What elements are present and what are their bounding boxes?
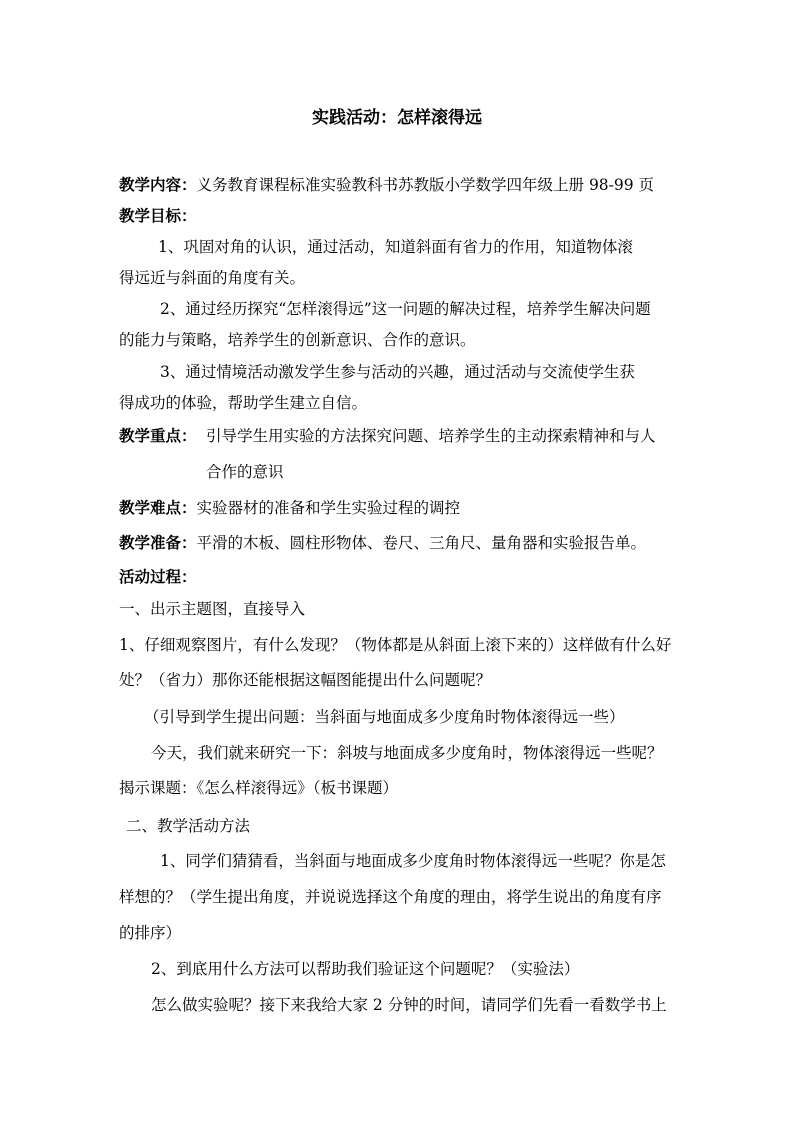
difficulties-text: 实验器材的准备和学生实验过程的调控 bbox=[196, 499, 461, 517]
section-2-para-1-line-b: 样想的？（学生提出角度，并说说选择这个角度的理由，将学生说出的角度有序 bbox=[119, 888, 662, 906]
key-points-line bbox=[119, 425, 197, 447]
teaching-goals-label: 教学目标： bbox=[119, 206, 197, 225]
preparation-label: 教学准备： bbox=[119, 533, 197, 552]
page-title: 实践活动：怎样滚得远 bbox=[312, 108, 482, 128]
teaching-content-label: 教学内容： bbox=[119, 175, 197, 194]
section-2-para-2: 2、到底用什么方法可以帮助我们验证这个问题呢？（实验法） bbox=[151, 960, 580, 978]
teaching-content-line bbox=[119, 174, 654, 196]
difficulties-line bbox=[119, 497, 460, 519]
process-line bbox=[119, 566, 197, 588]
section-1-para-1-line-a: 1、仔细观察图片，有什么发现？（物体都是从斜面上滚下来的）这样做有什么好 bbox=[119, 636, 672, 654]
key-points-text-b: 合作的意识 bbox=[206, 463, 284, 481]
section-1-para-3-line-a: 今天，我们就来研究一下：斜坡与地面成多少度角时，物体滚得远一些呢？ bbox=[151, 744, 663, 762]
goal-2-line-b: 的能力与策略，培养学生的创新意识、合作的意识。 bbox=[119, 331, 476, 349]
goal-3-line-b: 得成功的体验，帮助学生建立自信。 bbox=[119, 394, 368, 412]
section-1-heading: 一、出示主题图，直接导入 bbox=[119, 600, 306, 618]
difficulties-label: 教学难点： bbox=[119, 498, 197, 517]
section-2-para-1-line-a: 1、同学们猜猜看，当斜面与地面成多少度角时物体滚得远一些呢？你是怎 bbox=[160, 852, 666, 870]
preparation-text: 平滑的木板、圆柱形物体、卷尺、三角尺、量角器和实验报告单。 bbox=[196, 534, 647, 552]
process-label: 活动过程： bbox=[119, 567, 197, 586]
teaching-content-text: 义务教育课程标准实验教科书苏教版小学数学四年级上册 98-99 页 bbox=[196, 176, 655, 194]
section-2-para-3: 怎么做实验呢？接下来我给大家 2 分钟的时间，请同学们先看一看数学书上 bbox=[151, 996, 667, 1014]
section-2-para-1-line-c: 的排序） bbox=[119, 924, 182, 942]
goal-1-line-b: 得远近与斜面的角度有关。 bbox=[119, 269, 306, 287]
teaching-goals-line bbox=[119, 205, 197, 227]
section-1-para-3-line-b: 揭示课题：《怎么样滚得远》（板书课题） bbox=[119, 779, 399, 797]
preparation-line bbox=[119, 532, 646, 554]
key-points-text-a: 引导学生用实验的方法探究问题、培养学生的主动探索精神和与人 bbox=[206, 427, 656, 445]
section-1-para-2: （引导到学生提出问题：当斜面与地面成多少度角时物体滚得远一些） bbox=[144, 708, 625, 726]
goal-1-line-a: 1、巩固对角的认识，通过活动，知道斜面有省力的作用，知道物体滚 bbox=[158, 238, 633, 256]
section-1-para-1-line-b: 处？（省力）那你还能根据这幅图能提出什么问题呢？ bbox=[119, 671, 492, 689]
goal-3-line-a: 3、通过情境活动激发学生参与活动的兴趣，通过活动与交流使学生获 bbox=[160, 363, 635, 381]
section-2-heading: 二、教学活动方法 bbox=[126, 817, 251, 835]
goal-2-line-a: 2、通过经历探究“怎样滚得远”这一问题的解决过程，培养学生解决问题 bbox=[160, 300, 651, 318]
key-points-label: 教学重点： bbox=[119, 426, 197, 445]
